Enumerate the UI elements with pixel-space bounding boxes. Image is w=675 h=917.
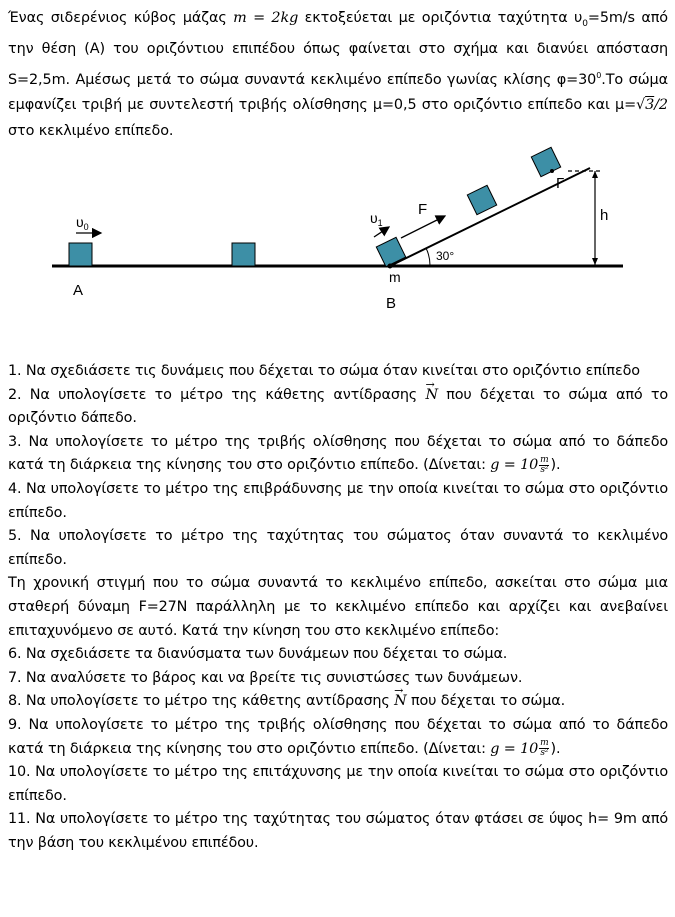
label-G: Γ <box>556 175 565 192</box>
question-9-text-b: ). <box>550 740 561 757</box>
question-2 <box>8 384 668 431</box>
label-angle: 30° <box>436 249 455 263</box>
question-9 <box>8 714 668 761</box>
u1-arrow <box>374 227 389 237</box>
block-at-B <box>376 237 405 266</box>
question-8-text-b: που δέχεται το σώμα. <box>406 693 566 710</box>
gravity-expression: g = 10 <box>490 457 539 474</box>
block-at-G <box>531 147 560 176</box>
normal-force-vector: → N <box>425 384 437 408</box>
intro-text-5: στο κεκλιμένο επίπεδο. <box>8 122 174 139</box>
label-A: Α <box>73 282 84 299</box>
questions-list <box>8 360 668 855</box>
angle-arc <box>426 248 430 266</box>
intro-text-3: =5m/s από την θέση (Α) του οριζόντιου επιπέδου όπως φαίνεται στο σχήμα και διανύει απόσταση S=2,5m. Αμέσως μετά το σώμα συναντά κεκλιμένο επίπεδο γωνίας κλίσης φ=30 <box>8 10 668 88</box>
intro-text-2: εκτοξεύεται με οριζόντια ταχύτητα υ <box>298 10 583 26</box>
units-fraction-2 <box>539 739 549 758</box>
question-10: 10. Να υπολογίσετε το μέτρο της επιτάχυνσης με την οποία κινείται το σώμα στο οριζόντιο επίπεδο. <box>8 764 668 804</box>
fraction-numerator-2: m <box>540 738 549 748</box>
sqrt-radicand: 3 <box>645 97 655 114</box>
physics-diagram <box>0 140 675 330</box>
mu-incline-expression <box>636 97 668 113</box>
question-3-text-b: ). <box>550 457 561 474</box>
label-u0: $\upsilon_0$ <box>76 214 89 232</box>
question-5: 5. Να υπολογίσετε το μέτρο της ταχύτητας του σώματος όταν συναντά το κεκλιμένο επίπεδο. <box>8 528 668 568</box>
block-middle <box>232 243 255 266</box>
fraction-denominator-2: s² <box>540 748 549 758</box>
sqrt-symbol: √ <box>636 97 646 114</box>
middle-paragraph: Τη χρονική στιγμή που το σώμα συναντά το κεκλιμένο επίπεδο, ασκείται στο σώμα μια σταθερή δύναμη F=27N παράλληλη με το κεκλιμένο επίπεδο και αρχίζει και ανεβαίνει επιταχυνόμενο σε αυτό. Κατά την κίνηση του στο κεκλιμένο επίπεδο: <box>8 575 668 639</box>
intro-text-4: .Το σώμα εμφανίζει τριβή με συντελεστή τριβής ολίσθησης μ=0,5 στο οριζόντιο επίπεδο και μ= <box>8 71 668 114</box>
fraction-denominator: s² <box>540 464 549 475</box>
question-2-text-b: που δέχεται το σώμα από το οριζόντιο δάπεδο. <box>8 386 668 427</box>
question-6: 6. Να σχεδιάσετε τα διανύσματα των δυνάμεων που δέχεται το σώμα. <box>8 646 508 663</box>
question-7: 7. Να αναλύσετε το βάρος και να βρείτε τις συνιστώσες των δυνάμεων. <box>8 669 523 686</box>
gravity-expression-2: g = 10 <box>490 740 539 757</box>
degree-superscript: 0 <box>596 70 602 80</box>
units-fraction <box>539 456 549 475</box>
block-on-incline <box>467 185 496 214</box>
question-4: 4. Να υπολογίσετε το μέτρο της επιβράδυνσης με την οποία κινείται το σώμα στο οριζόντιο επίπεδο. <box>8 480 668 521</box>
height-arrow-top <box>592 171 598 178</box>
label-h: h <box>600 207 609 224</box>
label-F: F <box>418 201 428 218</box>
intro-text-1: Ένας σιδερένιος κύβος μάζας <box>8 10 234 26</box>
label-m: m <box>389 269 401 285</box>
question-2-text-a: 2. Να υπολογίσετε το μέτρο της κάθετης αντίδρασης <box>8 386 426 403</box>
intro-paragraph <box>8 6 668 144</box>
problem-statement <box>8 6 668 144</box>
question-11: 11. Να υπολογίσετε το μέτρο της ταχύτητας του σώματος όταν φτάσει σε ύψος h= 9m από την βάση του κεκλιμένου επιπέδου. <box>8 811 668 851</box>
question-9-text-a: 9. Να υπολογίσετε το μέτρο της τριβής ολίσθησης που δέχεται το σώμα από το δάπεδο κατά τη διάρκεια της κίνησης του στο οριζόντιο επίπεδο. (Δίνεται: <box>8 716 668 757</box>
label-u1: $\upsilon_1$ <box>370 210 383 228</box>
force-F-arrow <box>401 216 445 238</box>
question-8-text-a: 8. Να υπολογίσετε το μέτρο της κάθετης αντίδρασης <box>8 693 395 710</box>
height-arrow-bottom <box>592 258 598 265</box>
mu-denominator: /2 <box>654 97 668 114</box>
fraction-numerator: m <box>540 454 549 465</box>
u0-subscript: 0 <box>582 18 588 29</box>
point-B-dot <box>388 264 393 269</box>
normal-force-vector-2: → N <box>394 690 406 714</box>
question-3 <box>8 431 668 478</box>
question-8 <box>8 690 668 714</box>
point-G-dot <box>550 169 554 173</box>
question-3-text-a: 3. Να υπολογίσετε το μέτρο της τριβής ολίσθησης που δέχεται το σώμα από το δάπεδο κατά τη διάρκεια της κίνησης του στο οριζόντιο επίπεδο. (Δίνεται: <box>8 433 668 474</box>
block-at-A <box>69 243 92 266</box>
label-B: Β <box>386 295 397 312</box>
question-1: 1. Να σχεδιάσετε τις δυνάμεις που δέχεται το σώμα όταν κινείται στο οριζόντιο επίπεδο <box>8 363 640 379</box>
mass-expression: m = 2kg <box>233 10 299 26</box>
